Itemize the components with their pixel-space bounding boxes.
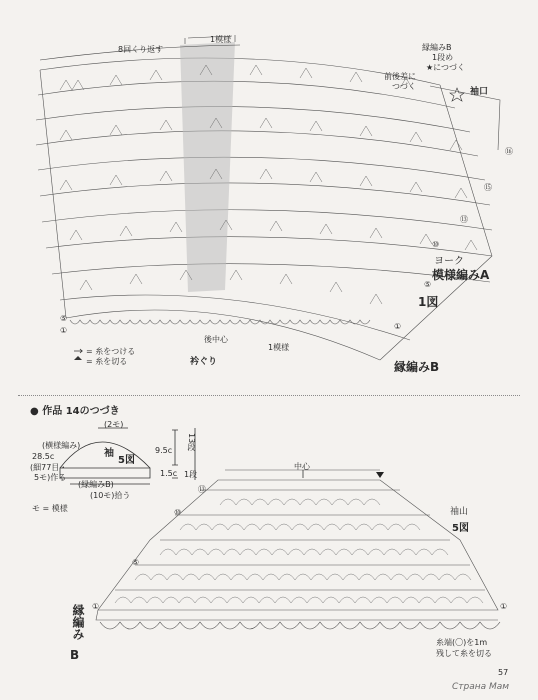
schematic-note: モ = 模様 — [32, 504, 68, 513]
schematic-width-3: 5モ)作る — [34, 473, 67, 482]
section-divider — [18, 395, 520, 396]
border-b-label: 縁編みB — [394, 360, 440, 374]
row-marker: ① — [500, 602, 508, 611]
row-marker: ⑮ — [484, 183, 492, 192]
repeat-label: 8回くり返す — [118, 45, 164, 54]
sleeve-note-2: 残して糸を切る — [436, 649, 492, 658]
row-marker: ⑬ — [198, 485, 206, 494]
row-marker: ⑤ — [132, 558, 140, 567]
row-marker: ① — [92, 602, 100, 611]
yoke-pattern-label: 模様編みA — [432, 268, 490, 282]
neckline-label: 衿ぐり — [190, 357, 218, 367]
row-marker: ⑩ — [174, 508, 182, 517]
schematic-height-top: 9.5c — [155, 446, 173, 455]
figure-1-label: 1図 — [418, 295, 439, 309]
sleeve-border-label: 縁編み — [71, 604, 85, 640]
schematic-height-rows: 13段 — [187, 433, 196, 452]
row-marker: ① — [60, 326, 68, 335]
legend-attach-yarn: = 糸をつける — [86, 347, 136, 356]
schematic-sleeve-label: 袖 — [104, 448, 114, 459]
row-marker: ⑤ — [60, 314, 68, 323]
schematic-pickup-label: (10モ)拾う — [90, 491, 131, 500]
section-title-text: 作品 14のつづき — [42, 406, 120, 417]
pattern-unit-label: 1模様 — [210, 35, 232, 44]
note-continue-star: ★につづく — [426, 63, 466, 72]
schematic-pattern-label: (横様編み) — [42, 441, 81, 450]
row-marker: ⑤ — [424, 280, 432, 289]
sleeve-figure-label: 5図 — [452, 523, 469, 534]
row-marker: ⑬ — [460, 215, 468, 224]
schematic-height-rows-bottom: 1段 — [184, 470, 198, 479]
schematic-width-2: (細77目・ — [30, 463, 68, 472]
sleeve-cap-label: 袖山 — [450, 507, 469, 517]
yoke-label: ヨーク — [434, 256, 464, 267]
sleeve-border-b-label: B — [70, 648, 80, 662]
legend-cut-yarn: = 糸を切る — [86, 357, 128, 366]
schematic-figure-label: 5図 — [118, 455, 135, 466]
back-center-label: 後中心 — [204, 335, 228, 344]
schematic-bottom-label: (縁編みB) — [78, 480, 114, 489]
section-title — [30, 402, 120, 417]
note-join-1: 前後差に — [384, 72, 416, 81]
note-join-2: つづく — [392, 82, 416, 91]
schematic-top-width: (2モ) — [104, 420, 124, 429]
watermark: Страна Мам — [452, 682, 510, 692]
note-border-b: 縁編みB — [422, 43, 452, 52]
row-marker: ⑩ — [432, 240, 440, 249]
sleeve-center-label: 中心 — [294, 462, 310, 471]
sleeve-note-1: 糸端(〇)を1m — [436, 638, 488, 647]
schematic-width-1: 28.5c — [32, 452, 55, 461]
bullet-icon: ● — [30, 406, 43, 417]
pattern-unit-bottom-label: 1模様 — [268, 343, 290, 352]
row-marker: ① — [394, 322, 402, 331]
note-row-1: 1段め — [432, 53, 454, 62]
cuff-label: 袖口 — [470, 87, 489, 97]
row-marker: ⑯ — [505, 147, 513, 156]
schematic-height-bottom: 1.5c — [160, 469, 178, 478]
page-number: 57 — [498, 668, 509, 677]
